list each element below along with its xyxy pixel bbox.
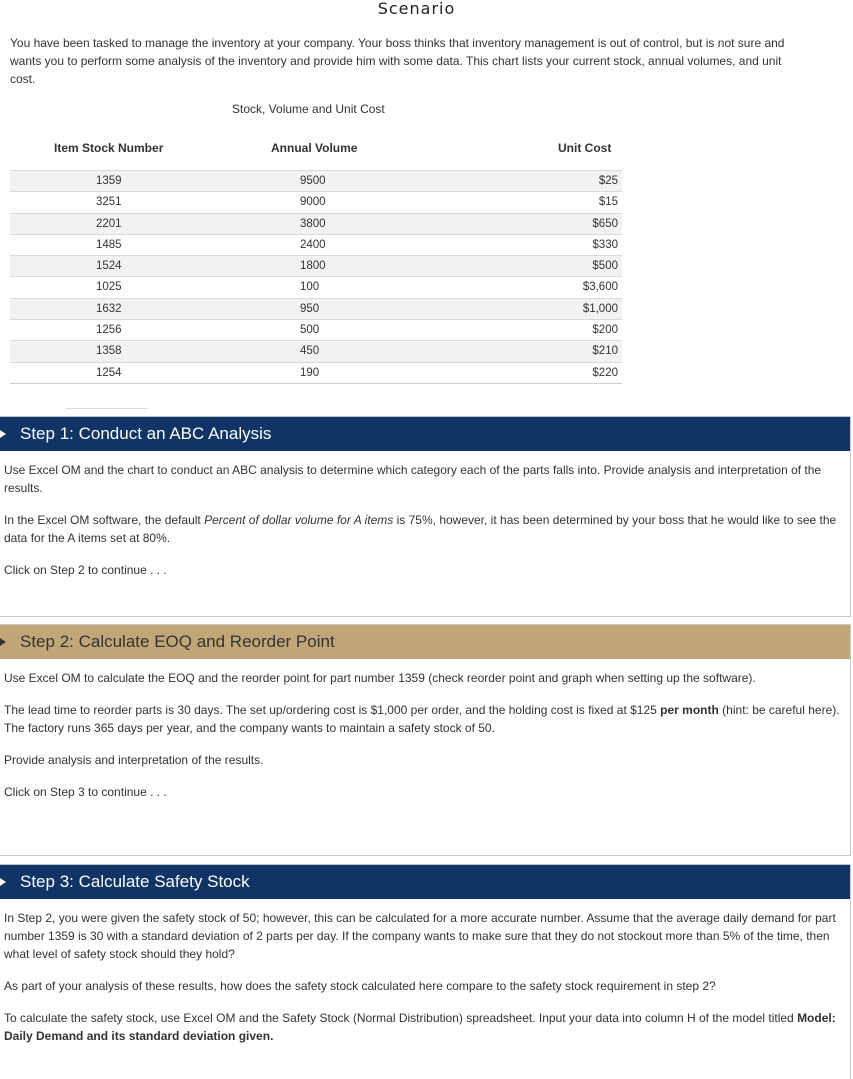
cell-unit-cost: $650 <box>592 217 618 230</box>
cell-annual-volume: 500 <box>300 324 320 337</box>
cell-unit-cost: $330 <box>592 238 618 251</box>
step-3-panel <box>0 864 851 1079</box>
page-title: Scenario <box>377 0 456 18</box>
cell-stock-number: 1485 <box>96 238 122 251</box>
step-2-paragraph: The lead time to reorder parts is 30 days. The set up/ordering cost is $1,000 per order, and the holding cost is fixed at $125 per month (hint: be careful here). The factory runs 365 days per year, and the company wants to maintain a safety stock of 50. <box>4 703 840 735</box>
chevron-right-icon <box>0 638 6 646</box>
step-1-title: Step 1: Conduct an ABC Analysis <box>20 424 272 443</box>
cell-stock-number: 3251 <box>96 196 122 209</box>
cell-stock-number: 1524 <box>96 260 122 273</box>
cell-annual-volume: 9500 <box>300 175 326 187</box>
chevron-right-icon <box>0 430 6 438</box>
cell-annual-volume: 100 <box>300 281 320 294</box>
step-1-paragraph: Use Excel OM and the chart to conduct an ABC analysis to determine which category each of the parts falls into. Provide analysis and interpretation of the results. <box>4 463 822 495</box>
step-1-body <box>0 451 850 579</box>
cell-stock-number: 1256 <box>96 324 122 337</box>
table-row <box>10 298 622 319</box>
step-1-paragraph: In the Excel OM software, the default Percent of dollar volume for A items is 75%, however, it has been determined by your boss that he would like to see the data for the A items set at 80%. <box>4 513 837 545</box>
cell-unit-cost: $220 <box>592 366 618 379</box>
cell-unit-cost: $3,600 <box>582 281 618 294</box>
header-annual-volume: Annual Volume <box>271 141 358 155</box>
table-row <box>10 255 622 276</box>
table-row <box>10 276 622 297</box>
step-3-body <box>0 899 850 1045</box>
step-3-header[interactable] <box>0 865 850 899</box>
table-row <box>10 191 622 212</box>
step-3-paragraph: In Step 2, you were given the safety stock of 50; however, this can be calculated for a more accurate number. Assume that the average daily demand for part number 1359 is 30 with a standard deviation of 2 parts per day. If the company wants to make sure that they do not stockout more than 5% of the time, then what level of safety stock should they hold? <box>4 911 836 961</box>
step-2-header[interactable] <box>0 625 850 659</box>
cell-annual-volume: 1800 <box>300 260 326 273</box>
table-row <box>10 234 622 255</box>
table-row <box>10 319 622 340</box>
cell-unit-cost: $15 <box>598 196 618 209</box>
chart-caption: Stock, Volume and Unit Cost <box>232 102 385 116</box>
step-2-continue: Click on Step 3 to continue . . . <box>4 785 167 799</box>
cell-annual-volume: 9000 <box>300 196 326 209</box>
inventory-table <box>10 140 622 384</box>
cell-stock-number: 1025 <box>96 281 122 294</box>
table-row <box>10 213 622 234</box>
cell-stock-number: 1632 <box>96 302 122 315</box>
intro-paragraph: You have been tasked to manage the inventory at your company. Your boss thinks that inventory management is out of control, but is not sure and wants you to perform some analysis of the inventory and provide him with some data. This chart lists your current stock, annual volumes, and unit cost. <box>10 36 785 86</box>
header-unit-cost: Unit Cost <box>558 141 612 155</box>
table-header <box>10 140 622 170</box>
cell-unit-cost: $210 <box>592 345 618 358</box>
step-1-header[interactable] <box>0 417 850 451</box>
table-row <box>10 340 622 361</box>
step-1-panel <box>0 416 851 617</box>
step-2-title: Step 2: Calculate EOQ and Reorder Point <box>20 632 335 651</box>
divider <box>66 408 148 409</box>
step-2-paragraph: Use Excel OM to calculate the EOQ and the reorder point for part number 1359 (check reorder point and graph when setting up the software). <box>4 671 756 685</box>
table-row <box>10 362 622 383</box>
cell-annual-volume: 3800 <box>300 217 326 230</box>
step-3-title: Step 3: Calculate Safety Stock <box>20 872 250 891</box>
chevron-right-icon <box>0 878 6 886</box>
step-2-panel <box>0 624 851 856</box>
step-2-paragraph: Provide analysis and interpretation of the results. <box>4 753 264 767</box>
cell-stock-number: 2201 <box>96 217 122 230</box>
cell-annual-volume: 2400 <box>300 238 326 251</box>
table-body <box>10 170 622 384</box>
step-1-continue: Click on Step 2 to continue . . . <box>4 563 167 577</box>
cell-stock-number: 1254 <box>96 366 122 379</box>
cell-annual-volume: 450 <box>300 345 320 358</box>
cell-annual-volume: 950 <box>300 302 320 315</box>
cell-unit-cost: $25 <box>598 175 618 187</box>
cell-unit-cost: $1,000 <box>582 302 618 315</box>
cell-unit-cost: $500 <box>592 260 618 273</box>
header-item-stock-number: Item Stock Number <box>54 141 164 155</box>
cell-stock-number: 1359 <box>96 175 122 187</box>
step-3-paragraph: To calculate the safety stock, use Excel OM and the Safety Stock (Normal Distribution) spreadsheet. Input your data into column H of the model titled Model: Daily Demand and its standard deviation given. <box>4 1011 836 1043</box>
table-row <box>10 170 622 191</box>
step-3-paragraph: As part of your analysis of these results, how does the safety stock calculated here compare to the safety stock requirement in step 2? <box>4 979 716 993</box>
cell-unit-cost: $200 <box>592 324 618 337</box>
cell-stock-number: 1358 <box>96 345 122 358</box>
cell-annual-volume: 190 <box>300 366 320 379</box>
step-2-body <box>0 659 850 801</box>
